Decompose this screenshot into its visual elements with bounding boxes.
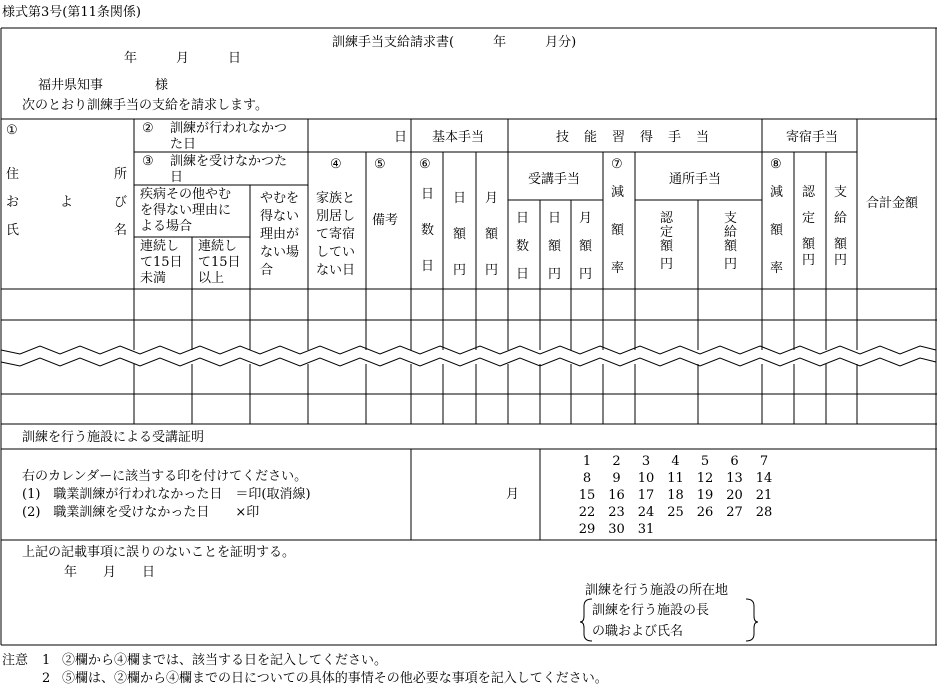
- facility-address-label: 訓練を行う施設の所在地: [585, 583, 729, 598]
- calendar-day[interactable]: 19: [696, 488, 714, 503]
- unavoidable-line2: 得ない: [260, 209, 300, 224]
- illness-line2: を得ない理由に: [140, 203, 232, 218]
- calendar-day[interactable]: 18: [667, 488, 684, 503]
- total-header: 合計金額: [866, 196, 919, 211]
- less15-line3: 未満: [140, 271, 167, 286]
- calendar-day[interactable]: 17: [637, 488, 655, 503]
- calendar-day[interactable]: 31: [637, 522, 655, 537]
- unavoidable-line4: ない場: [260, 245, 300, 260]
- calendar-day[interactable]: 20: [726, 488, 743, 503]
- col5-label: 備考: [372, 213, 399, 228]
- basic-monthly-label: 月 額 円: [485, 191, 499, 278]
- calendar-day[interactable]: 10: [637, 471, 655, 486]
- calendar-day[interactable]: 4: [671, 454, 680, 469]
- col3-number: ③: [142, 154, 154, 169]
- lodging-nintei-label: 認 定 額 円: [802, 185, 816, 268]
- col3-label-line1: 訓練を受けなかつた: [170, 154, 288, 169]
- col4-line5: ない日: [316, 263, 356, 278]
- tsusho-header: 通所手当: [669, 172, 722, 187]
- calendar-day[interactable]: 23: [608, 505, 625, 520]
- col5-number: ⑤: [374, 157, 386, 172]
- col2-day-unit: 日: [394, 130, 408, 145]
- calendar-day[interactable]: 15: [578, 488, 596, 503]
- skill-header: 技 能 習 得 手 当: [556, 130, 711, 145]
- calendar-day[interactable]: 6: [730, 454, 739, 469]
- cert-header: 訓練を行う施設による受講証明: [22, 430, 205, 445]
- tsusho-shikyu-label: 支 給 額 円: [724, 211, 738, 272]
- facility-head-label-line2: の職および氏名: [592, 624, 684, 639]
- note1-text: ②欄から④欄までは、該当する日を記入してください。: [62, 653, 388, 668]
- calendar-day[interactable]: 21: [755, 488, 773, 503]
- calendar-day[interactable]: 14: [755, 471, 773, 486]
- calendar-day[interactable]: 11: [667, 471, 684, 486]
- calendar-day[interactable]: 1: [582, 454, 592, 469]
- col2-label-line2: た日: [170, 137, 197, 152]
- calendar-day[interactable]: 28: [755, 505, 773, 520]
- addressee: 福井県知事 様: [38, 78, 169, 93]
- col1-char: お: [6, 195, 20, 210]
- jukou-daily-label: 日 額 円: [548, 211, 562, 282]
- calendar-day[interactable]: 16: [608, 488, 625, 503]
- basic-number: ⑥: [419, 157, 431, 172]
- reduction-number: ⑦: [611, 157, 623, 172]
- calendar-day[interactable]: 2: [612, 454, 621, 469]
- calendar-day[interactable]: 30: [608, 522, 625, 537]
- col3-label-line2: 日: [170, 170, 184, 185]
- col1-char: び: [114, 195, 128, 210]
- calendar-item1: (1) 職業訓練が行われなかった日 ＝印(取消線): [22, 487, 311, 502]
- jukou-monthly-label: 月 額 円: [579, 211, 593, 282]
- note1-number: 1: [42, 653, 51, 668]
- jukou-header: 受講手当: [528, 172, 581, 187]
- calendar-day[interactable]: 29: [578, 522, 596, 537]
- lodging-header: 寄宿手当: [786, 130, 839, 145]
- col4-line2: 別居し: [316, 209, 356, 224]
- calendar-month: 月: [506, 487, 520, 502]
- col2-number: ②: [142, 121, 154, 136]
- basic-header: 基本手当: [432, 130, 485, 145]
- tsusho-nintei-label: 認 定 額 円: [660, 211, 674, 272]
- calendar-day[interactable]: 13: [726, 471, 743, 486]
- col1-char: 住: [6, 167, 20, 182]
- form-number: 様式第3号(第11条関係): [2, 5, 141, 20]
- lodging-shikyu-label: 支 給 額 円: [834, 185, 848, 268]
- more15-line2: て15日: [198, 255, 241, 270]
- facility-head-label-line1: 訓練を行う施設の長: [592, 603, 710, 618]
- col1-char: 氏: [6, 223, 20, 238]
- certify-text: 上記の記載事項に誤りのないことを証明する。: [22, 545, 296, 560]
- note2-text: ⑤欄は、②欄から④欄までの日についての具体的事情その他必要な事項を記入してください。: [62, 671, 608, 686]
- calendar-day[interactable]: 27: [726, 505, 743, 520]
- calendar-day[interactable]: 8: [582, 471, 592, 486]
- col1-number: ①: [6, 123, 18, 138]
- calendar-day[interactable]: 25: [667, 505, 684, 520]
- calendar-day[interactable]: 24: [637, 505, 655, 520]
- col4-line3: て寄宿: [316, 227, 356, 242]
- unavoidable-line3: 理由が: [260, 227, 300, 242]
- form-title: 訓練手当支給請求書( 年 月分): [332, 35, 577, 50]
- illness-line1: 疾病その他やむ: [140, 187, 232, 202]
- calendar-instruction: 右のカレンダーに該当する印を付けてください。: [22, 469, 308, 484]
- col1-char: 所: [114, 167, 128, 182]
- calendar-day[interactable]: 5: [700, 454, 710, 469]
- skill-reduction-label: 減 額 率: [611, 185, 625, 276]
- lodging-number: ⑧: [770, 157, 782, 172]
- col1-char: 名: [114, 223, 128, 238]
- col4-line4: してい: [316, 245, 356, 260]
- calendar-day[interactable]: 22: [578, 505, 596, 520]
- request-text: 次のとおり訓練手当の支給を請求します。: [22, 98, 268, 113]
- calendar-day[interactable]: 3: [641, 454, 651, 469]
- unavoidable-line5: 合: [260, 263, 274, 278]
- col2-label-line1: 訓練が行われなかつ: [170, 121, 288, 136]
- lodging-reduction-label: 減 額 率: [770, 185, 784, 276]
- col1-char: よ: [60, 195, 74, 210]
- more15-line3: 以上: [198, 271, 225, 286]
- calendar-day[interactable]: 26: [696, 505, 714, 520]
- basic-daily-label: 日 額 円: [453, 191, 467, 278]
- illness-line3: よる場合: [140, 219, 193, 234]
- col4-line1: 家族と: [316, 191, 356, 206]
- request-date: 年 月 日: [124, 51, 242, 66]
- certify-date: 年 月 日: [64, 565, 156, 580]
- calendar-day[interactable]: 7: [759, 454, 769, 469]
- calendar-day[interactable]: 9: [612, 471, 621, 486]
- less15-line1: 連続し: [140, 239, 180, 254]
- unavoidable-line1: やむを: [260, 191, 300, 206]
- basic-days-label: 日 数 日: [421, 187, 435, 274]
- less15-line2: て15日: [140, 255, 183, 270]
- notes-label: 注意: [2, 653, 29, 668]
- col4-number: ④: [330, 157, 342, 172]
- calendar-day[interactable]: 12: [696, 471, 714, 486]
- calendar-item2: (2) 職業訓練を受けなかった日 ×印: [22, 505, 260, 520]
- jukou-days-label: 日 数 日: [516, 211, 530, 282]
- more15-line1: 連続し: [198, 239, 238, 254]
- note2-number: 2: [42, 671, 51, 686]
